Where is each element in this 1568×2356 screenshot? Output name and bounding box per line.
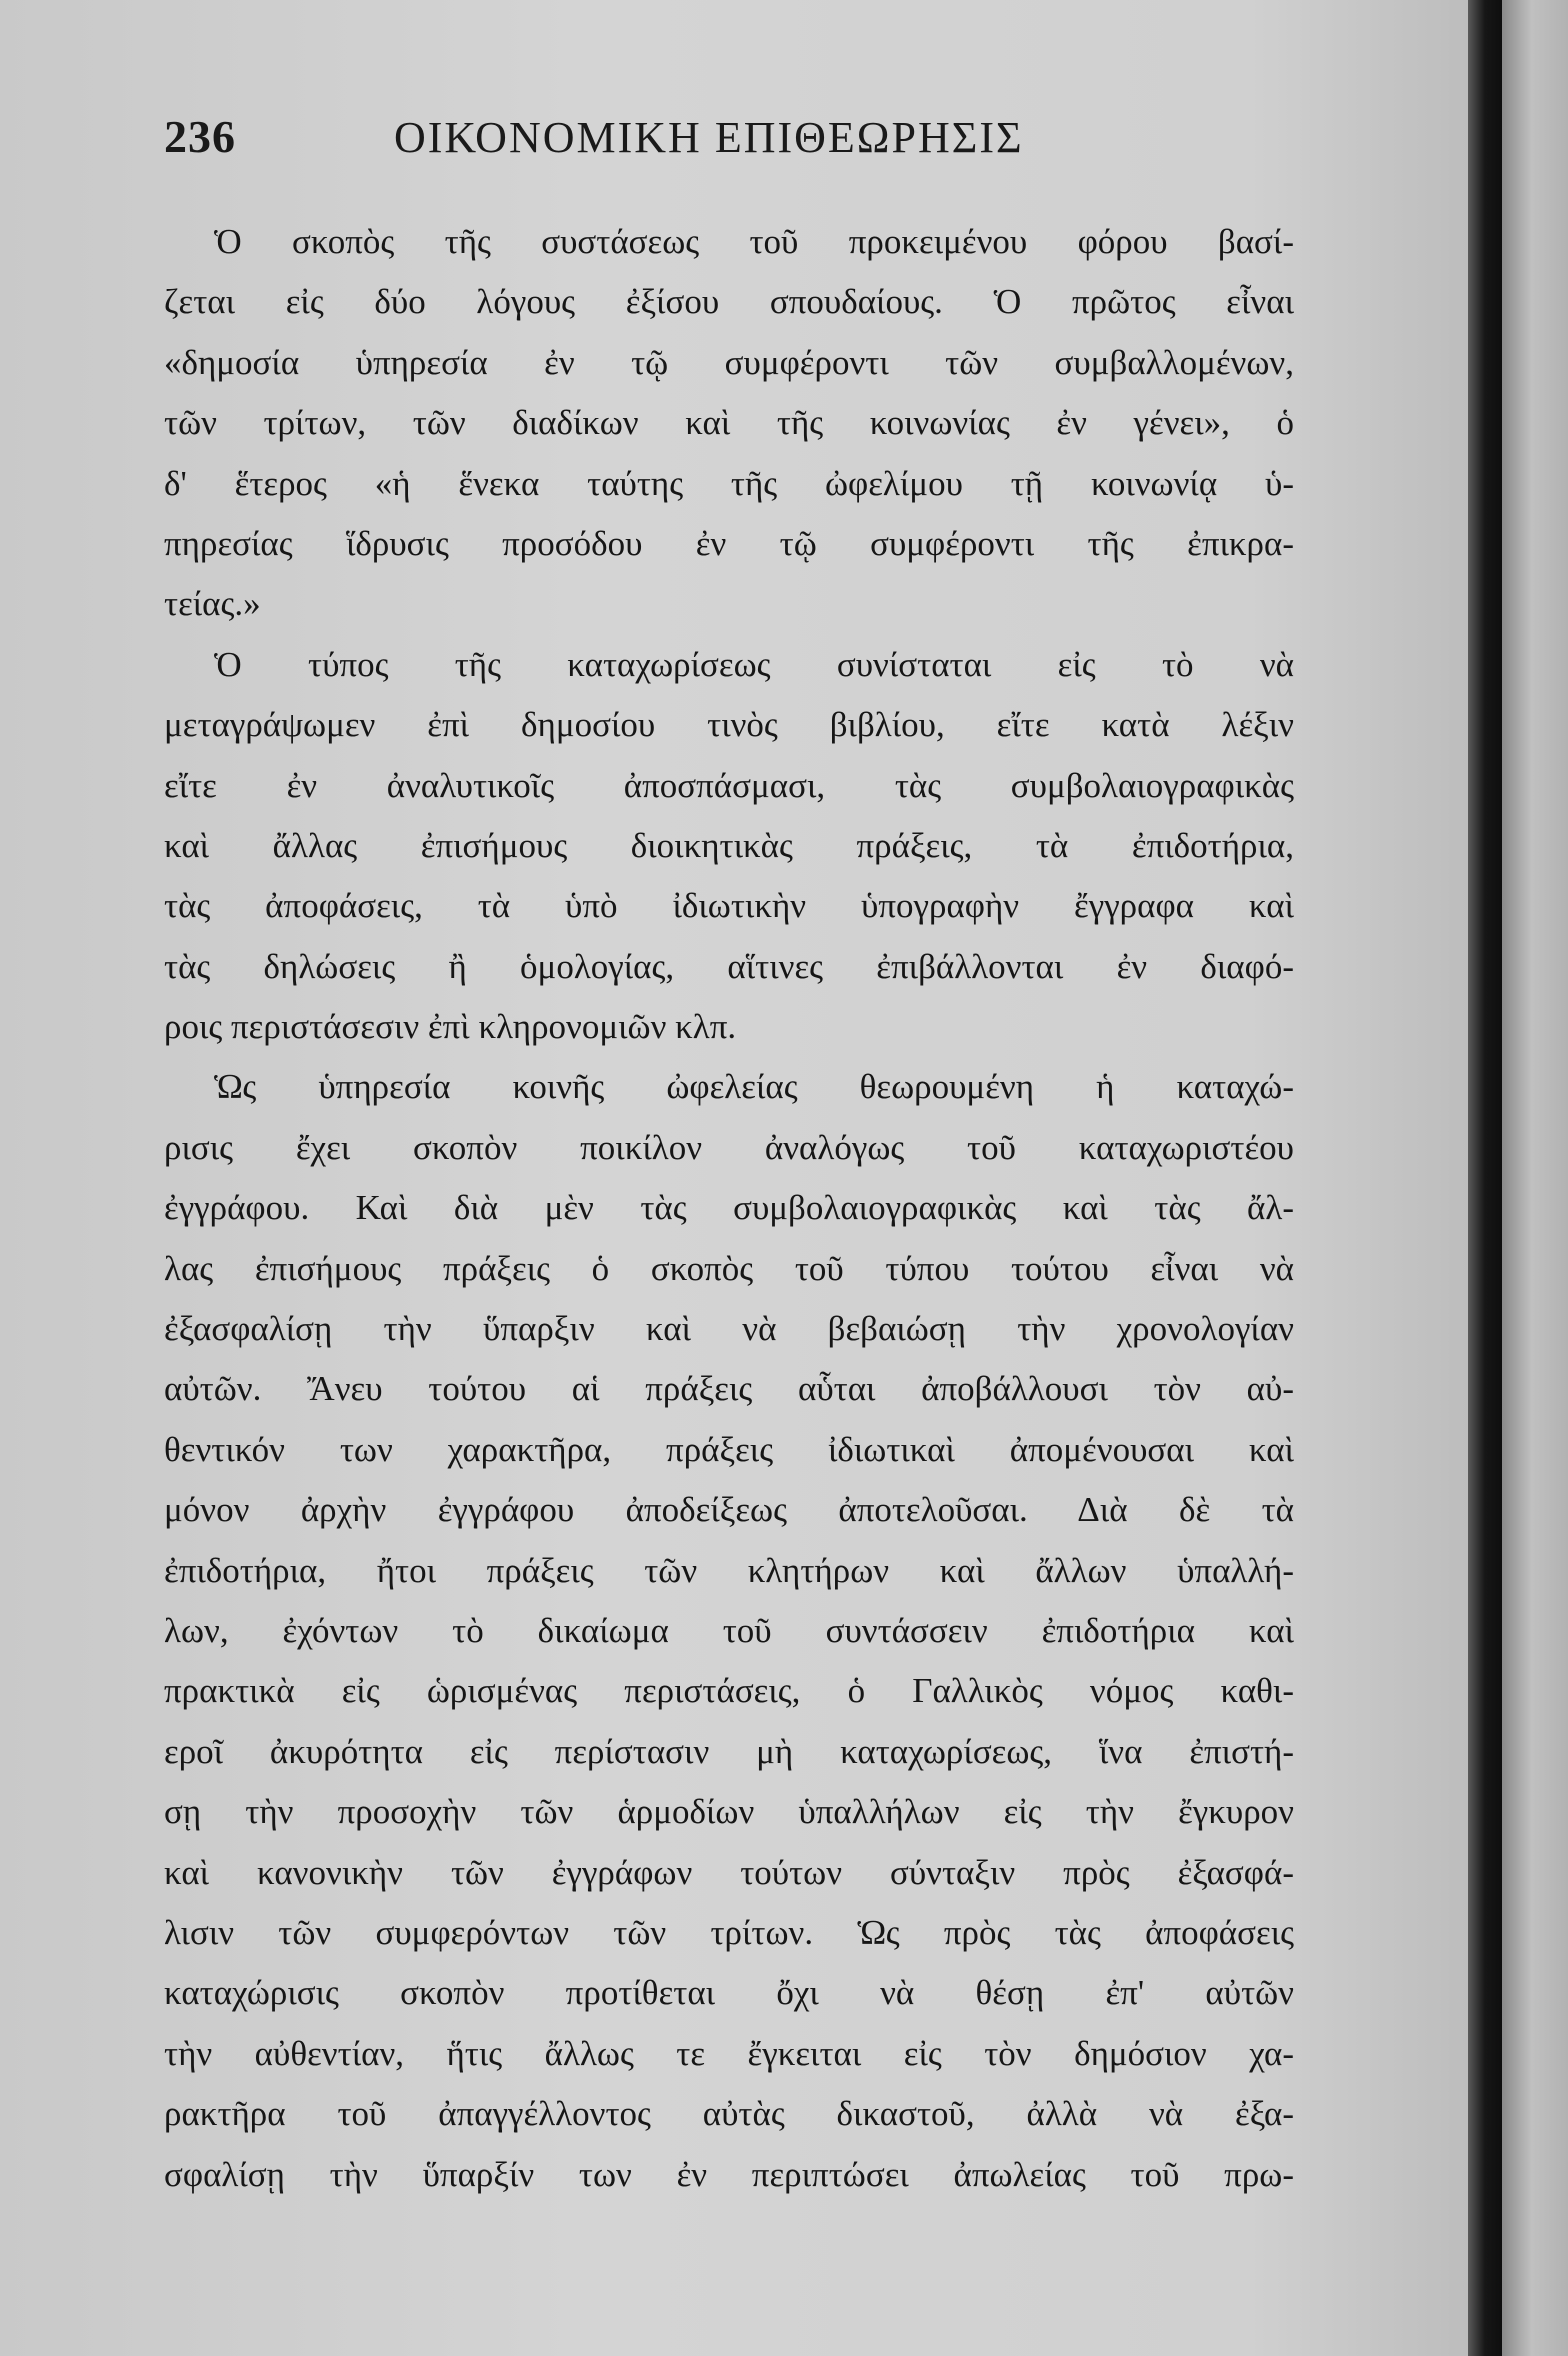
text-line: δ' ἕτερος «ἡ ἕνεκα ταύτης τῆς ὠφελίμου τῇ κοινωνίᾳ ὑ- (164, 463, 1294, 503)
text-line: ροις περιστάσεσιν ἐπὶ κληρονομιῶν κλπ. (164, 1007, 737, 1047)
text-line: λισιν τῶν συμφερόντων τῶν τρίτων. Ὡς πρὸς τὰς ἀποφάσεις (164, 1912, 1294, 1952)
text-line: τὰς δηλώσεις ἢ ὁμολογίας, αἵτινες ἐπιβάλλονται ἐν διαφό- (164, 946, 1294, 986)
text-line: ρακτῆρα τοῦ ἀπαγγέλλοντος αὐτὰς δικαστοῦ, ἀλλὰ νὰ ἐξα- (164, 2094, 1294, 2134)
running-head (164, 110, 1324, 170)
text-line: Ὁ τύπος τῆς καταχωρίσεως συνίσταται εἰς τὸ νὰ (214, 644, 1294, 684)
text-line: ἐπιδοτήρια, ἤτοι πράξεις τῶν κλητήρων καὶ ἄλλων ὑπαλλή- (164, 1550, 1294, 1590)
text-line: πηρεσίας ἵδρυσις προσόδου ἐν τῷ συμφέροντι τῆς ἐπικρα- (164, 523, 1294, 563)
body-text (164, 212, 1294, 2205)
text-line: ἐξασφαλίσῃ τὴν ὕπαρξιν καὶ νὰ βεβαιώσῃ τὴν χρονολογίαν (164, 1309, 1294, 1349)
text-line: ἐγγράφου. Καὶ διὰ μὲν τὰς συμβολαιογραφικὰς καὶ τὰς ἄλ- (164, 1188, 1294, 1228)
book-gutter (1468, 0, 1502, 2356)
text-line: λας ἐπισήμους πράξεις ὁ σκοπὸς τοῦ τύπου τούτου εἶναι νὰ (164, 1248, 1294, 1288)
text-line: αὐτῶν. Ἄνευ τούτου αἱ πράξεις αὗται ἀποβάλλουσι τὸν αὐ- (164, 1369, 1294, 1409)
text-line: μεταγράψωμεν ἐπὶ δημοσίου τινὸς βιβλίου, εἴτε κατὰ λέξιν (164, 705, 1294, 745)
text-line: εἴτε ἐν ἀναλυτικοῖς ἀποσπάσμασι, τὰς συμβολαιογραφικὰς (164, 765, 1294, 805)
text-line: ρισις ἔχει σκοπὸν ποικίλον ἀναλόγως τοῦ καταχωριστέου (164, 1127, 1294, 1167)
text-line: καταχώρισις σκοπὸν προτίθεται ὄχι νὰ θέσῃ ἐπ' αὐτῶν (164, 1973, 1294, 2013)
text-line: τὴν αὐθεντίαν, ἥτις ἄλλως τε ἔγκειται εἰς τὸν δημόσιον χα- (164, 2033, 1294, 2073)
text-line: καὶ ἄλλας ἐπισήμους διοικητικὰς πράξεις, τὰ ἐπιδοτήρια, (164, 825, 1294, 865)
text-line: εροῖ ἀκυρότητα εἰς περίστασιν μὴ καταχωρίσεως, ἵνα ἐπιστή- (164, 1731, 1294, 1771)
text-line: «δημοσία ὑπηρεσία ἐν τῷ συμφέροντι τῶν συμβαλλομένων, (164, 342, 1294, 382)
facing-page-edge (1502, 0, 1568, 2356)
text-line: καὶ κανονικὴν τῶν ἐγγράφων τούτων σύνταξιν πρὸς ἐξασφά- (164, 1852, 1294, 1892)
text-line: μόνον ἀρχὴν ἐγγράφου ἀποδείξεως ἀποτελοῦσαι. Διὰ δὲ τὰ (164, 1490, 1294, 1530)
text-line: σῃ τὴν προσοχὴν τῶν ἁρμοδίων ὑπαλλήλων εἰς τὴν ἔγκυρον (164, 1792, 1294, 1832)
text-line: τῶν τρίτων, τῶν διαδίκων καὶ τῆς κοινωνίας ἐν γένει», ὁ (164, 403, 1294, 443)
text-line: πρακτικὰ εἰς ὡρισμένας περιστάσεις, ὁ Γαλλικὸς νόμος καθι- (164, 1671, 1294, 1711)
text-line: τείας.» (164, 584, 261, 624)
journal-title: ΟΙΚΟΝΟΜΙΚΗ ΕΠΙΘΕΩΡΗΣΙΣ (394, 113, 1024, 162)
text-line: ζεται εἰς δύο λόγους ἐξίσου σπουδαίους. Ὁ πρῶτος εἶναι (164, 282, 1294, 322)
text-line: σφαλίσῃ τὴν ὕπαρξίν των ἐν περιπτώσει ἀπωλείας τοῦ πρω- (164, 2154, 1294, 2194)
text-line: Ὁ σκοπὸς τῆς συστάσεως τοῦ προκειμένου φόρου βασί- (214, 222, 1294, 261)
text-line: θεντικόν των χαρακτῆρα, πράξεις ἰδιωτικαὶ ἀπομένουσαι καὶ (164, 1429, 1294, 1469)
text-line: Ὡς ὑπηρεσία κοινῆς ὠφελείας θεωρουμένη ἡ καταχώ- (214, 1067, 1294, 1107)
text-line: λων, ἐχόντων τὸ δικαίωμα τοῦ συντάσσειν ἐπιδοτήρια καὶ (164, 1610, 1294, 1650)
text-line: τὰς ἀποφάσεις, τὰ ὑπὸ ἰδιωτικὴν ὑπογραφὴν ἔγγραφα καὶ (164, 886, 1294, 926)
page-number: 236 (164, 111, 236, 162)
